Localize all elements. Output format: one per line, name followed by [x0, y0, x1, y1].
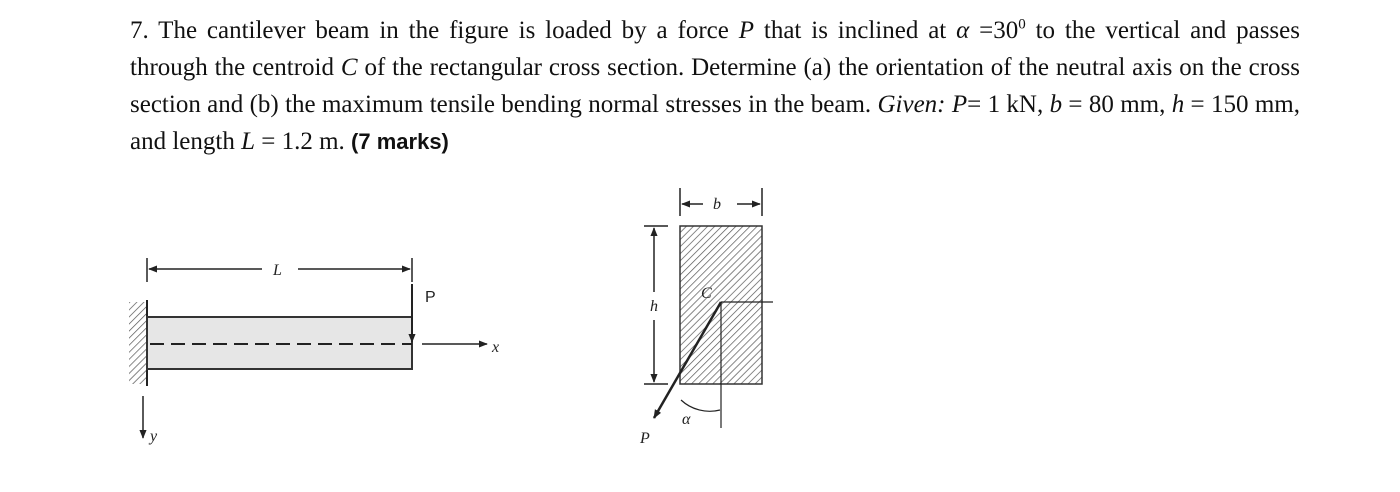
y-axis-label: y: [150, 428, 158, 445]
load-label: P: [425, 289, 436, 306]
given-label: Given:: [877, 91, 946, 118]
question-text: 7. The cantilever beam in the figure is loaded by a force P that is inclined at $\alpha =30^0$ to the vertical and passes through the centroid C of the rectangular cross section. Determine (a) the orientation of the neutral axis on the cross section and (b) the maximum tensile bending normal stresses in the beam. Given: P= 1 kN, b = 80 mm, h = 150 mm, and length L = 1.2 m. (7 marks): [130, 16, 1300, 155]
width-label: b: [713, 196, 721, 213]
section-load-label: P: [640, 430, 650, 447]
cross-section-figure: [639, 188, 773, 447]
length-label: L: [273, 262, 282, 279]
height-label: h: [650, 298, 658, 315]
wall-support: [129, 302, 147, 384]
centroid-label: C: [701, 285, 712, 302]
angle-arc: [681, 400, 720, 411]
x-axis-label: x: [492, 339, 500, 356]
angle-label: α: [682, 411, 691, 428]
marks-label: (7 marks): [351, 129, 449, 154]
question-number: 7.: [130, 17, 149, 44]
cantilever-beam-figure: [129, 258, 499, 445]
